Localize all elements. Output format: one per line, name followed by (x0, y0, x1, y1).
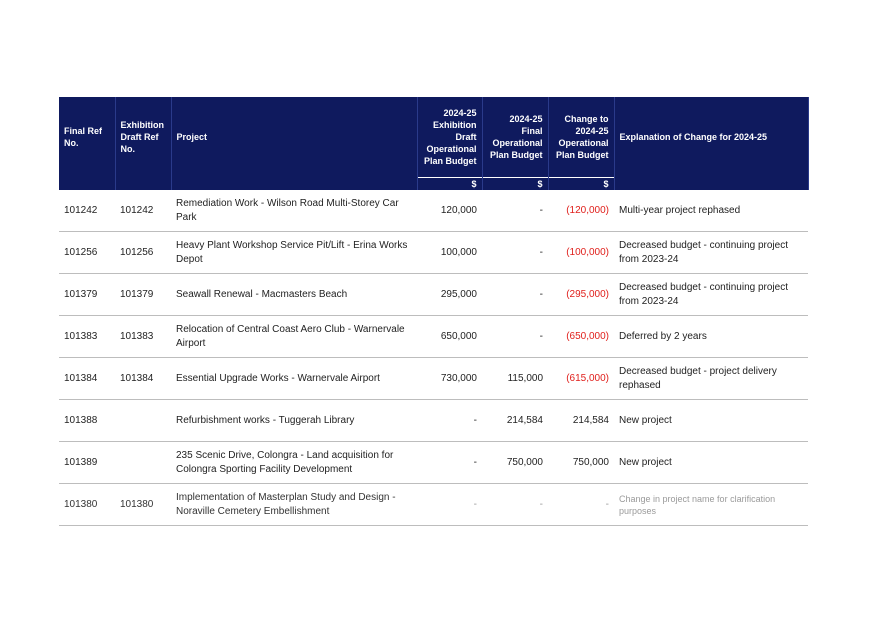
table-row (59, 316, 808, 358)
table-row (59, 484, 808, 526)
table-row (59, 232, 808, 274)
header-draft-budget: 2024-25 Exhibition Draft Operational Plan Budget (417, 97, 482, 178)
cell-draft-budget: 295,000 (417, 274, 482, 316)
table-row (59, 274, 808, 316)
cell-draft-budget: 650,000 (417, 316, 482, 358)
table-body (59, 190, 808, 526)
cell-draft-budget: - (417, 484, 482, 526)
cell-project: Refurbishment works - Tuggerah Library (171, 400, 417, 442)
cell-change: 214,584 (548, 400, 614, 442)
cell-final-ref: 101242 (59, 190, 115, 232)
units-blank (614, 178, 808, 191)
cell-final-ref: 101379 (59, 274, 115, 316)
table-row (59, 442, 808, 484)
cell-project: Relocation of Central Coast Aero Club - Warnervale Airport (171, 316, 417, 358)
cell-final-budget: 750,000 (482, 442, 548, 484)
cell-final-budget: - (482, 274, 548, 316)
cell-change: (650,000) (548, 316, 614, 358)
cell-change: 750,000 (548, 442, 614, 484)
cell-explanation: New project (614, 400, 808, 442)
header-change: Change to 2024-25 Operational Plan Budget (548, 97, 614, 178)
cell-exhibition-ref: 101380 (115, 484, 171, 526)
cell-exhibition-ref (115, 442, 171, 484)
cell-exhibition-ref: 101242 (115, 190, 171, 232)
cell-final-budget: - (482, 190, 548, 232)
cell-explanation: Decreased budget - continuing project from 2023-24 (614, 274, 808, 316)
cell-exhibition-ref: 101383 (115, 316, 171, 358)
cell-change: (100,000) (548, 232, 614, 274)
cell-explanation: New project (614, 442, 808, 484)
cell-final-ref: 101383 (59, 316, 115, 358)
units-blank (59, 178, 115, 191)
table-header (59, 97, 808, 190)
cell-draft-budget: - (417, 442, 482, 484)
cell-explanation: Decreased budget - project delivery rephased (614, 358, 808, 400)
header-project: Project (171, 97, 417, 178)
units-blank (115, 178, 171, 191)
cell-project: Implementation of Masterplan Study and Design - Noraville Cemetery Embellishment (171, 484, 417, 526)
cell-final-budget: 115,000 (482, 358, 548, 400)
cell-explanation: Multi-year project rephased (614, 190, 808, 232)
cell-explanation: Change in project name for clarification purposes (614, 484, 808, 526)
cell-draft-budget: 730,000 (417, 358, 482, 400)
cell-final-budget: 214,584 (482, 400, 548, 442)
units-change: $ (548, 178, 614, 191)
header-explanation: Explanation of Change for 2024-25 (614, 97, 808, 178)
cell-project: Heavy Plant Workshop Service Pit/Lift - Erina Works Depot (171, 232, 417, 274)
cell-change: (120,000) (548, 190, 614, 232)
cell-change: (295,000) (548, 274, 614, 316)
cell-final-ref: 101380 (59, 484, 115, 526)
header-final-ref: Final Ref No. (59, 97, 115, 178)
budget-changes-table (59, 97, 809, 526)
cell-draft-budget: 100,000 (417, 232, 482, 274)
units-blank (171, 178, 417, 191)
cell-project: Seawall Renewal - Macmasters Beach (171, 274, 417, 316)
header-exhibition-ref: Exhibition Draft Ref No. (115, 97, 171, 178)
cell-change: (615,000) (548, 358, 614, 400)
cell-exhibition-ref (115, 400, 171, 442)
cell-project: Remediation Work - Wilson Road Multi-Storey Car Park (171, 190, 417, 232)
units-final-budget: $ (482, 178, 548, 191)
cell-final-budget: - (482, 484, 548, 526)
cell-project: 235 Scenic Drive, Colongra - Land acquisition for Colongra Sporting Facility Development (171, 442, 417, 484)
cell-final-budget: - (482, 316, 548, 358)
table-row (59, 358, 808, 400)
table-row (59, 400, 808, 442)
cell-draft-budget: - (417, 400, 482, 442)
cell-draft-budget: 120,000 (417, 190, 482, 232)
cell-exhibition-ref: 101256 (115, 232, 171, 274)
cell-final-ref: 101389 (59, 442, 115, 484)
cell-exhibition-ref: 101384 (115, 358, 171, 400)
cell-explanation: Decreased budget - continuing project from 2023-24 (614, 232, 808, 274)
table-row (59, 190, 808, 232)
cell-change: - (548, 484, 614, 526)
cell-final-ref: 101256 (59, 232, 115, 274)
cell-explanation: Deferred by 2 years (614, 316, 808, 358)
cell-final-budget: - (482, 232, 548, 274)
cell-final-ref: 101388 (59, 400, 115, 442)
cell-final-ref: 101384 (59, 358, 115, 400)
cell-exhibition-ref: 101379 (115, 274, 171, 316)
cell-project: Essential Upgrade Works - Warnervale Airport (171, 358, 417, 400)
units-draft-budget: $ (417, 178, 482, 191)
header-final-budget: 2024-25 Final Operational Plan Budget (482, 97, 548, 178)
